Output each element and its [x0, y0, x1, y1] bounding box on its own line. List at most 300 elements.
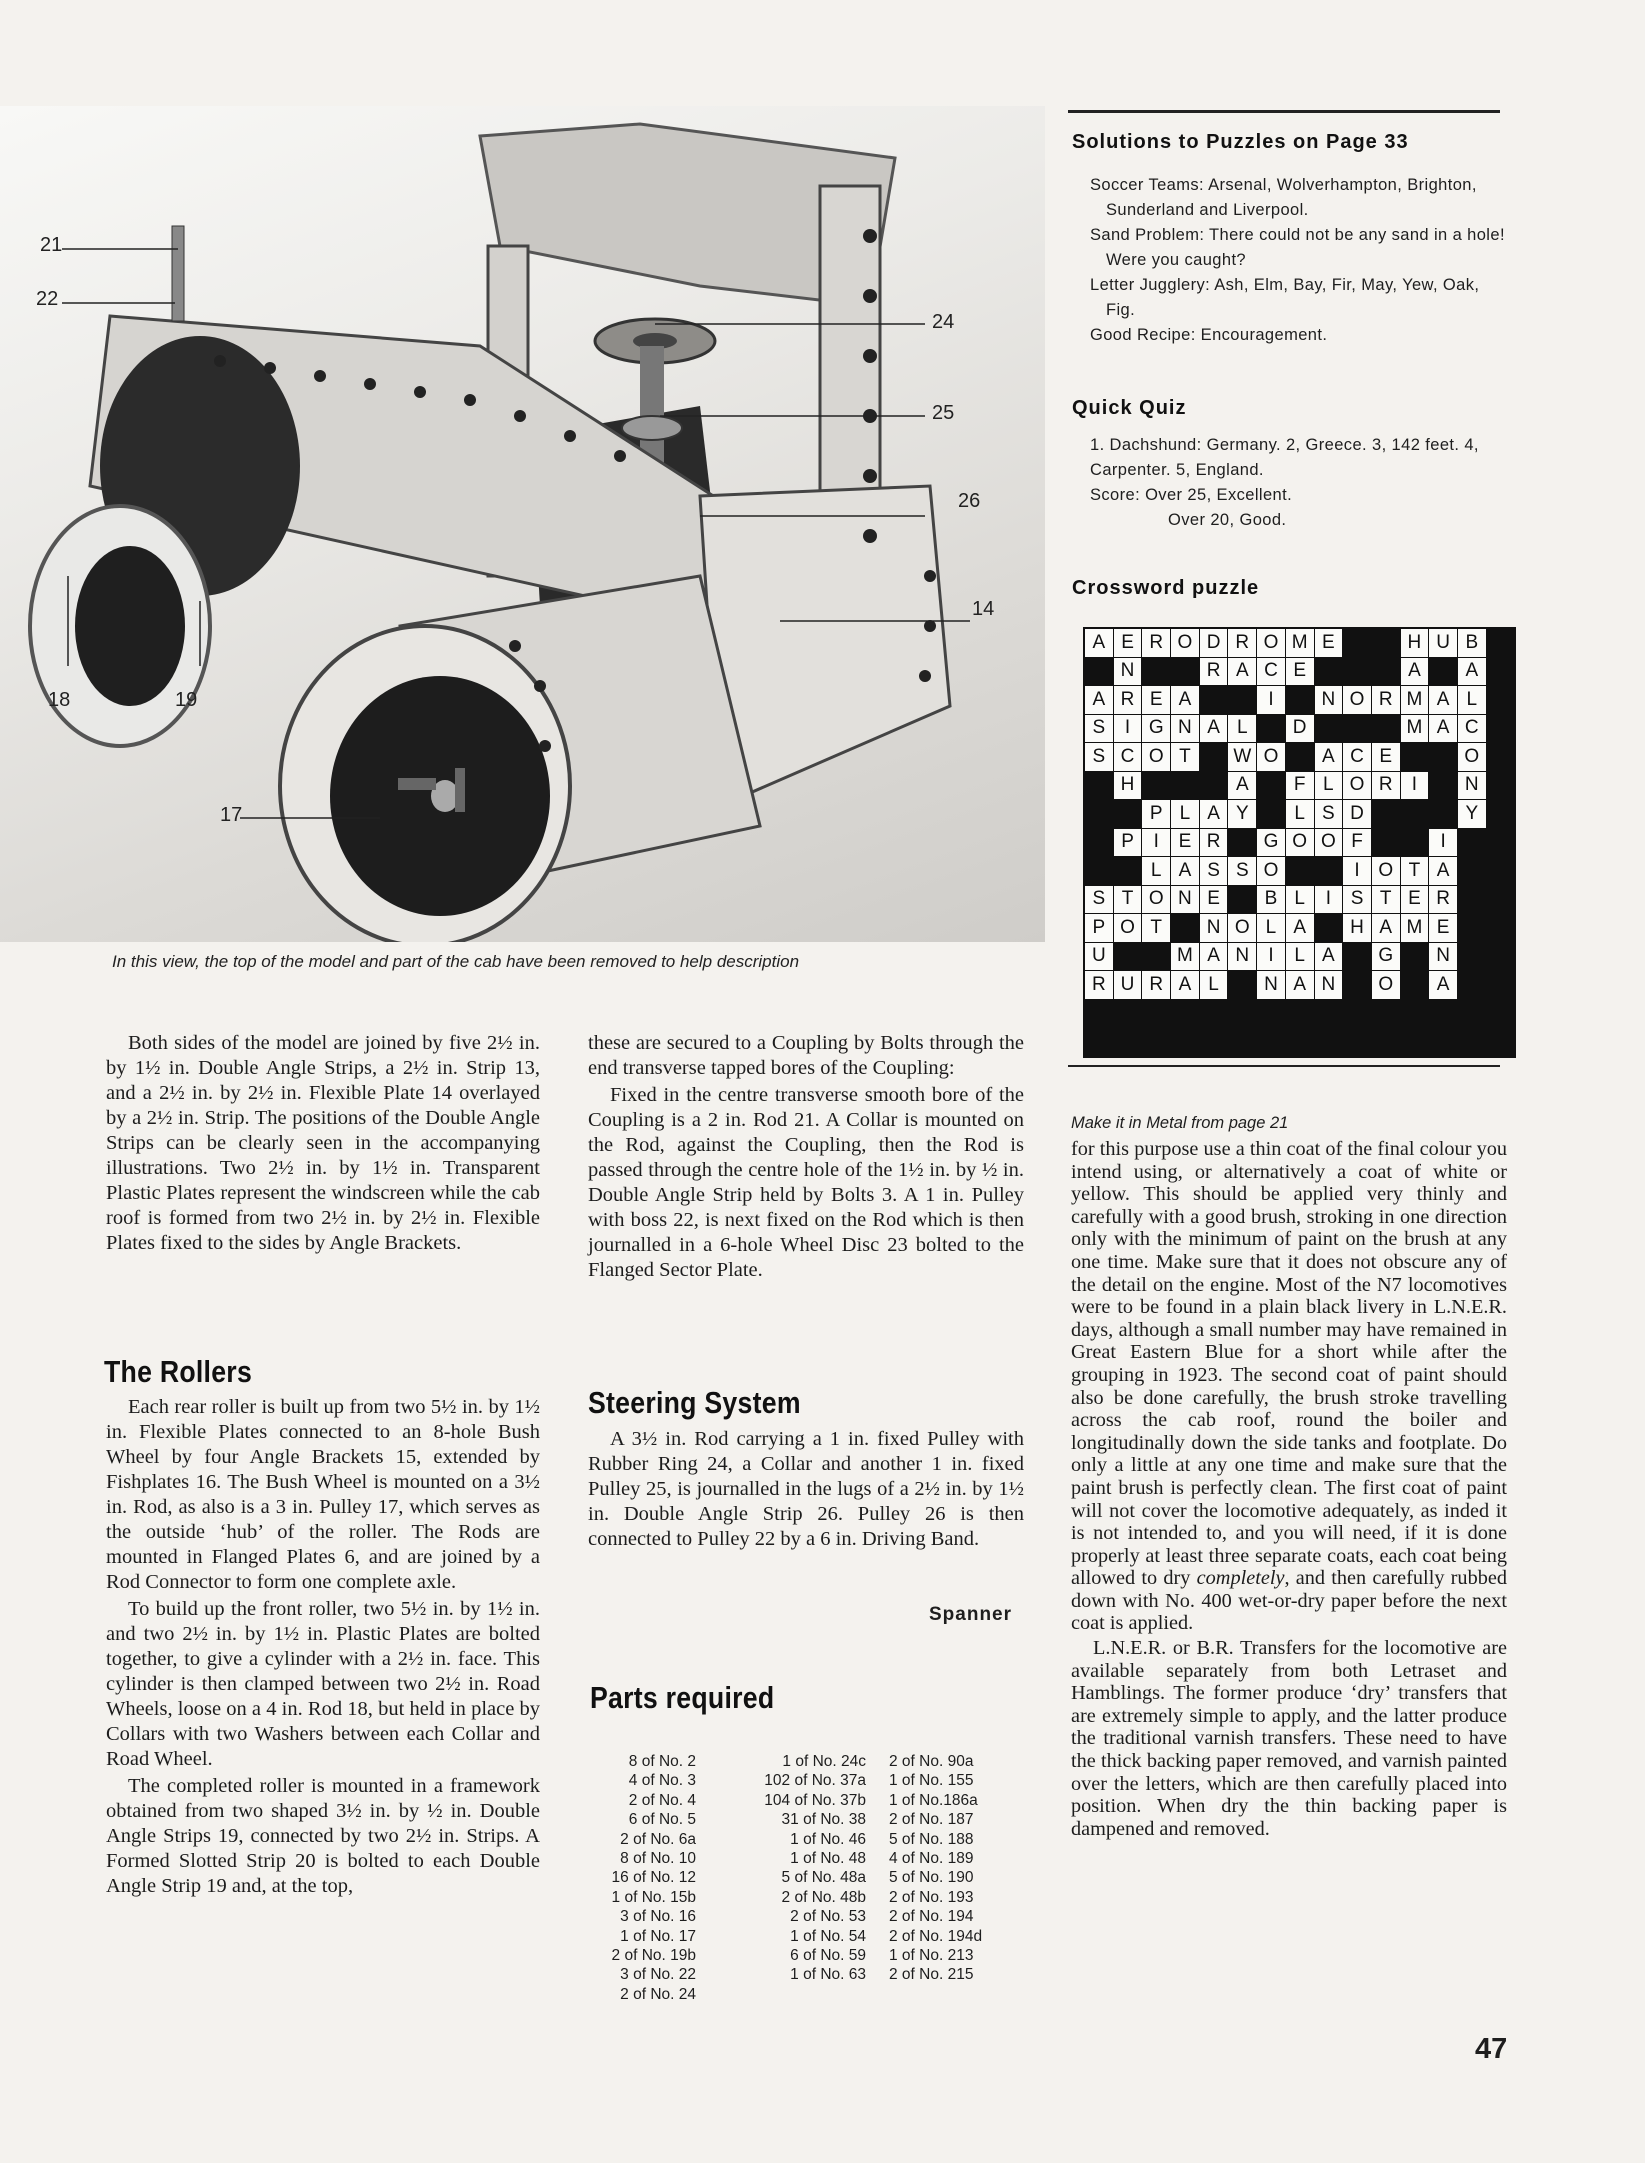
- quiz-answers: 1. Dachshund: Germany. 2, Greece. 3, 142 feet. 4, Carpenter. 5, England.: [1090, 436, 1479, 479]
- callout-26: 26: [958, 490, 981, 512]
- crossword-cell: R: [1142, 971, 1170, 999]
- parts-item: 104 of No. 37b: [764, 1791, 866, 1809]
- crossword-black-cell: [1228, 829, 1256, 857]
- crossword-cell: A: [1315, 943, 1343, 971]
- crossword-cell: O: [1257, 629, 1285, 657]
- parts-item: 3 of No. 22: [620, 1966, 696, 1984]
- crossword-cell: O: [1114, 914, 1142, 942]
- crossword-black-cell: [1085, 772, 1113, 800]
- quiz-heading: Quick Quiz: [1072, 397, 1187, 419]
- parts-item: 2 of No. 187: [889, 1811, 974, 1829]
- crossword-black-cell: [1315, 715, 1343, 743]
- crossword-cell: S: [1085, 743, 1113, 771]
- crossword-cell: O: [1343, 772, 1371, 800]
- crossword-cell: E: [1372, 743, 1400, 771]
- crossword-black-cell: [1458, 971, 1486, 999]
- crossword-cell: M: [1401, 914, 1429, 942]
- crossword-cell: M: [1401, 715, 1429, 743]
- quiz-text: [1090, 433, 1510, 533]
- crossword-black-cell: [1286, 686, 1314, 714]
- crossword-black-cell: [1487, 743, 1515, 771]
- crossword-cell: S: [1200, 857, 1228, 885]
- crossword-black-cell: [1458, 829, 1486, 857]
- crossword-black-cell: [1257, 1000, 1285, 1028]
- crossword-black-cell: [1200, 686, 1228, 714]
- crossword-black-cell: [1228, 1000, 1256, 1028]
- crossword-black-cell: [1142, 1028, 1170, 1056]
- crossword-cell: G: [1142, 715, 1170, 743]
- crossword-black-cell: [1114, 800, 1142, 828]
- crossword-black-cell: [1228, 1028, 1256, 1056]
- crossword-cell: O: [1142, 743, 1170, 771]
- crossword-rule: [1068, 1065, 1500, 1067]
- crossword-black-cell: [1286, 857, 1314, 885]
- crossword-cell: B: [1458, 629, 1486, 657]
- crossword-black-cell: [1458, 943, 1486, 971]
- crossword-cell: F: [1286, 772, 1314, 800]
- crossword-black-cell: [1114, 1000, 1142, 1028]
- crossword-black-cell: [1372, 715, 1400, 743]
- makeit-label: Make it in Metal from page 21: [1071, 1114, 1289, 1132]
- col1-paragraph-3: To build up the front roller, two 5½ in. by 1½ in. and two 2½ in. by 1½ in. Plastic Plates are bolted together, to give a cylinder with a 2½ in. face. This cylinder is then clamped between two 2½ in. Road Wheels, loose on a 4 in. Rod 18, but held in place by Collars with two Washers between each Collar and Road Wheel.: [106, 1598, 540, 1770]
- crossword-black-cell: [1315, 857, 1343, 885]
- crossword-cell: S: [1343, 886, 1371, 914]
- crossword-black-cell: [1487, 829, 1515, 857]
- crossword-cell: D: [1343, 800, 1371, 828]
- crossword-black-cell: [1458, 1028, 1486, 1056]
- crossword-cell: M: [1171, 943, 1199, 971]
- solution-letters: Letter Jugglery: Ash, Elm, Bay, Fir, May, Yew, Oak, Fig.: [1090, 276, 1480, 319]
- crossword-black-cell: [1487, 715, 1515, 743]
- crossword-black-cell: [1487, 686, 1515, 714]
- text-column-2: [588, 1031, 1024, 1285]
- crossword-black-cell: [1401, 800, 1429, 828]
- crossword-cell: A: [1228, 658, 1256, 686]
- makeit-column: [1071, 1138, 1507, 1842]
- parts-item: 3 of No. 16: [620, 1908, 696, 1926]
- crossword-cell: N: [1171, 886, 1199, 914]
- crossword-black-cell: [1343, 1028, 1371, 1056]
- crossword-cell: E: [1200, 886, 1228, 914]
- crossword-black-cell: [1286, 1000, 1314, 1028]
- crossword-cell: O: [1257, 857, 1285, 885]
- crossword-cell: A: [1458, 658, 1486, 686]
- callout-21: 21: [40, 234, 63, 256]
- crossword-cell: L: [1286, 800, 1314, 828]
- crossword-black-cell: [1085, 829, 1113, 857]
- crossword-black-cell: [1257, 715, 1285, 743]
- crossword-black-cell: [1171, 772, 1199, 800]
- crossword-cell: O: [1343, 686, 1371, 714]
- crossword-black-cell: [1228, 686, 1256, 714]
- crossword-black-cell: [1315, 914, 1343, 942]
- crossword-cell: N: [1171, 715, 1199, 743]
- road-roller-model-illustration: [0, 106, 1045, 942]
- parts-column-c: [889, 1752, 982, 1985]
- crossword-cell: R: [1228, 629, 1256, 657]
- crossword-black-cell: [1487, 658, 1515, 686]
- crossword-cell: L: [1286, 886, 1314, 914]
- parts-item: 2 of No. 4: [628, 1791, 696, 1809]
- crossword-black-cell: [1487, 857, 1515, 885]
- crossword-black-cell: [1487, 886, 1515, 914]
- crossword-black-cell: [1200, 743, 1228, 771]
- crossword-cell: L: [1171, 800, 1199, 828]
- crossword-black-cell: [1458, 1000, 1486, 1028]
- parts-item: 2 of No. 6a: [620, 1830, 696, 1848]
- crossword-black-cell: [1401, 943, 1429, 971]
- parts-item: 2 of No. 48b: [781, 1888, 866, 1906]
- steering-heading: Steering System: [588, 1385, 801, 1420]
- crossword-cell: P: [1085, 914, 1113, 942]
- solutions-heading: Solutions to Puzzles on Page 33: [1072, 131, 1409, 153]
- crossword-cell: N: [1458, 772, 1486, 800]
- crossword-black-cell: [1487, 1000, 1515, 1028]
- crossword-cell: A: [1286, 914, 1314, 942]
- col2-paragraph-2: Fixed in the centre transverse smooth bore of the Coupling is a 2 in. Rod 21. A Collar is mounted on the Rod, against the Coupling, then the Rod is passed through the centre hole of the 1½ in. by ½ in. Double Angle Strip held by Bolts 3. A 1 in. Pulley with boss 22, is next fixed on the Rod which is then journalled in a 6-hole Wheel Disc 23 bolted to the Flanged Sector Plate.: [588, 1084, 1024, 1281]
- crossword-black-cell: [1429, 772, 1457, 800]
- parts-item: 2 of No. 193: [889, 1888, 974, 1906]
- crossword-cell: A: [1085, 686, 1113, 714]
- crossword-cell: G: [1257, 829, 1285, 857]
- crossword-cell: O: [1142, 886, 1170, 914]
- crossword-cell: T: [1142, 914, 1170, 942]
- crossword-black-cell: [1142, 658, 1170, 686]
- parts-item: 1 of No. 213: [889, 1947, 974, 1965]
- crossword-black-cell: [1401, 1000, 1429, 1028]
- crossword-cell: Y: [1228, 800, 1256, 828]
- crossword-cell: A: [1372, 914, 1400, 942]
- parts-item: 1 of No. 17: [620, 1927, 696, 1945]
- parts-item: 5 of No. 48a: [781, 1869, 866, 1887]
- crossword-cell: I: [1114, 715, 1142, 743]
- crossword-black-cell: [1372, 1028, 1400, 1056]
- crossword-black-cell: [1257, 800, 1285, 828]
- crossword-cell: A: [1200, 943, 1228, 971]
- crossword-cell: U: [1085, 943, 1113, 971]
- parts-item: 4 of No. 3: [628, 1772, 696, 1790]
- crossword-cell: N: [1200, 914, 1228, 942]
- crossword-cell: R: [1085, 971, 1113, 999]
- crossword-cell: A: [1200, 715, 1228, 743]
- solutions-text: [1090, 173, 1510, 348]
- crossword-cell: E: [1171, 829, 1199, 857]
- crossword-black-cell: [1200, 1028, 1228, 1056]
- crossword-black-cell: [1487, 629, 1515, 657]
- parts-item: 5 of No. 188: [889, 1830, 974, 1848]
- solution-recipe: Good Recipe: Encouragement.: [1090, 326, 1328, 344]
- crossword-cell: E: [1142, 686, 1170, 714]
- crossword-cell: O: [1171, 629, 1199, 657]
- crossword-cell: T: [1114, 886, 1142, 914]
- crossword-cell: L: [1458, 686, 1486, 714]
- parts-item: 1 of No. 24c: [782, 1753, 866, 1770]
- crossword-cell: H: [1401, 629, 1429, 657]
- crossword-black-cell: [1372, 629, 1400, 657]
- crossword-black-cell: [1171, 1028, 1199, 1056]
- crossword-black-cell: [1429, 1028, 1457, 1056]
- model-photo: [0, 106, 1045, 942]
- callout-25: 25: [932, 402, 955, 424]
- parts-heading: Parts required: [590, 1680, 775, 1715]
- crossword-black-cell: [1257, 772, 1285, 800]
- col1-paragraph-1: Both sides of the model are joined by five 2½ in. by 1½ in. Double Angle Strips, a 2½ in. Strip 13, and a 2½ in. by 2½ in. Flexible Plate 14 overlayed by a 2½ in. Strip. The positions of the Double Angle Strips can be clearly seen in the accompanying illustrations. Two 2½ in. by 1½ in. Transparent Plastic Plates represent the windscreen while the cab roof is formed from two 2½ in. by 2½ in. Flexible Plates fixed to the sides by Angle Brackets.: [106, 1032, 540, 1254]
- parts-item: 16 of No. 12: [611, 1869, 696, 1887]
- crossword-cell: W: [1228, 743, 1256, 771]
- crossword-black-cell: [1487, 800, 1515, 828]
- crossword-cell: I: [1343, 857, 1371, 885]
- top-rule: [1068, 110, 1500, 113]
- crossword-cell: N: [1315, 686, 1343, 714]
- crossword-cell: P: [1114, 829, 1142, 857]
- crossword-black-cell: [1171, 658, 1199, 686]
- crossword-cell: E: [1286, 658, 1314, 686]
- col2-paragraph-1: these are secured to a Coupling by Bolts through the end transverse tapped bores of the Coupling:: [588, 1032, 1024, 1079]
- parts-item: 6 of No. 59: [790, 1947, 866, 1965]
- crossword-black-cell: [1487, 943, 1515, 971]
- crossword-cell: I: [1142, 829, 1170, 857]
- crossword-black-cell: [1401, 971, 1429, 999]
- col1-paragraph-2: Each rear roller is built up from two 5½ in. by 1½ in. Flexible Plates connected to an 8-hole Bush Wheel by four Angle Brackets 15, extended by Fishplates 16. The Bush Wheel is mounted on a 3½ in. Rod, as also is a 3 in. Pulley 17, which serves as the outside ‘hub’ of the roller. The Rods are mounted in Flanged Plates 6, and are joined by a Rod Connector to form one complete axle.: [106, 1396, 540, 1593]
- crossword-cell: U: [1429, 629, 1457, 657]
- crossword-black-cell: [1343, 715, 1371, 743]
- crossword-cell: A: [1171, 971, 1199, 999]
- crossword-black-cell: [1401, 1028, 1429, 1056]
- crossword-cell: O: [1372, 971, 1400, 999]
- parts-item: 1 of No. 46: [790, 1830, 866, 1848]
- crossword-black-cell: [1114, 857, 1142, 885]
- crossword-cell: M: [1401, 686, 1429, 714]
- crossword-black-cell: [1315, 1000, 1343, 1028]
- crossword-cell: E: [1401, 886, 1429, 914]
- parts-item: 1 of No. 155: [889, 1772, 974, 1790]
- makeit-paragraph-2: L.N.E.R. or B.R. Transfers for the locomotive are available separately from both Letraset and Hamblings. The former produce ‘dry’ transfers that are extremely simple to apply, and the latter produce the traditional varnish transfers. These need to have the thick backing paper removed, and varnish painted over the letters, which are then carefully placed into position. When dry the thin backing paper is dampened and removed.: [1071, 1637, 1507, 1840]
- crossword-cell: L: [1315, 772, 1343, 800]
- crossword-cell: L: [1286, 943, 1314, 971]
- parts-item: 1 of No. 15b: [611, 1888, 696, 1906]
- crossword-black-cell: [1458, 914, 1486, 942]
- crossword-heading: Crossword puzzle: [1072, 577, 1260, 599]
- solution-soccer: Soccer Teams: Arsenal, Wolverhampton, Brighton, Sunderland and Liverpool.: [1090, 176, 1477, 219]
- crossword-cell: C: [1343, 743, 1371, 771]
- crossword-black-cell: [1085, 800, 1113, 828]
- crossword-black-cell: [1487, 1028, 1515, 1056]
- crossword-cell: H: [1343, 914, 1371, 942]
- crossword-cell: M: [1286, 629, 1314, 657]
- crossword-black-cell: [1429, 800, 1457, 828]
- parts-item: 2 of No. 90a: [889, 1753, 974, 1770]
- makeit-paragraph-1: for this purpose use a thin coat of the final colour you intend using, or alternatively a coat of white or yellow. This should be applied very thinly and carefully with a good brush, stroking in one direction only with the minimum of paint on the brush at any one time. Make sure that it does not obscure any of the detail on the engine. Most of the N7 locomotives were to be found in a plain black livery in L.N.E.R. days, although a small number may have remained in Great Eastern Blue for a short while after the grouping in 1923. The second coat of paint should also be done carefully, the brush stroke travelling across the cab roof, round the boiler and longitudinally down the side tanks and footplate. Do only a little at any one time and make sure that the paint brush is perfectly clean. The first coat of paint will not cover the locomotive adequately, as inded it is not intended to, and you will need, if it is done properly at least three separate coats, each coat being allowed to dry completely, and then carefully rubbed down with No. 400 wet-or-dry paper before the next coat is applied.: [1071, 1138, 1507, 1635]
- crossword-cell: A: [1171, 857, 1199, 885]
- solution-sand: Sand Problem: There could not be any sand in a hole! Were you caught?: [1090, 226, 1505, 269]
- crossword-black-cell: [1401, 743, 1429, 771]
- crossword-cell: L: [1142, 857, 1170, 885]
- parts-item: 2 of No. 194: [889, 1908, 974, 1926]
- callout-18: 18: [48, 689, 71, 711]
- crossword-cell: R: [1429, 886, 1457, 914]
- crossword-black-cell: [1429, 1000, 1457, 1028]
- crossword-cell: R: [1372, 772, 1400, 800]
- crossword-cell: U: [1114, 971, 1142, 999]
- crossword-cell: I: [1429, 829, 1457, 857]
- crossword-cell: L: [1200, 971, 1228, 999]
- parts-item: 2 of No. 194d: [889, 1927, 983, 1945]
- crossword-cell: T: [1401, 857, 1429, 885]
- crossword-cell: F: [1343, 829, 1371, 857]
- text-column-1b: [106, 1395, 540, 1901]
- crossword-cell: O: [1228, 914, 1256, 942]
- crossword-black-cell: [1343, 943, 1371, 971]
- crossword-cell: E: [1315, 629, 1343, 657]
- crossword-black-cell: [1372, 800, 1400, 828]
- quiz-score-1: Score: Over 25, Excellent.: [1090, 486, 1293, 504]
- parts-item: 8 of No. 2: [628, 1753, 696, 1770]
- crossword-cell: R: [1142, 629, 1170, 657]
- crossword-grid: [1083, 627, 1516, 1058]
- crossword-cell: N: [1228, 943, 1256, 971]
- parts-item: 1 of No. 63: [790, 1966, 866, 1984]
- crossword-black-cell: [1085, 1028, 1113, 1056]
- callout-14: 14: [972, 598, 995, 620]
- crossword-black-cell: [1372, 1000, 1400, 1028]
- crossword-black-cell: [1315, 1028, 1343, 1056]
- crossword-black-cell: [1228, 971, 1256, 999]
- crossword-cell: C: [1458, 715, 1486, 743]
- callout-17: 17: [220, 804, 243, 826]
- crossword-black-cell: [1315, 658, 1343, 686]
- crossword-cell: L: [1257, 914, 1285, 942]
- crossword-cell: A: [1200, 800, 1228, 828]
- crossword-black-cell: [1228, 886, 1256, 914]
- crossword-black-cell: [1085, 1000, 1113, 1028]
- parts-item: 2 of No. 19b: [611, 1947, 696, 1965]
- crossword-cell: S: [1228, 857, 1256, 885]
- crossword-cell: O: [1257, 743, 1285, 771]
- parts-item: 8 of No. 10: [620, 1850, 696, 1868]
- crossword-black-cell: [1142, 943, 1170, 971]
- crossword-cell: N: [1429, 943, 1457, 971]
- page-number: 47: [1475, 2033, 1508, 2065]
- crossword-cell: S: [1085, 886, 1113, 914]
- crossword-cell: T: [1372, 886, 1400, 914]
- crossword-black-cell: [1458, 857, 1486, 885]
- crossword-cell: A: [1429, 971, 1457, 999]
- crossword-cell: S: [1085, 715, 1113, 743]
- crossword-black-cell: [1114, 1028, 1142, 1056]
- parts-item: 2 of No. 215: [889, 1966, 974, 1984]
- crossword-cell: B: [1257, 886, 1285, 914]
- crossword-cell: I: [1401, 772, 1429, 800]
- crossword-cell: N: [1114, 658, 1142, 686]
- crossword-cell: C: [1114, 743, 1142, 771]
- crossword-cell: A: [1171, 686, 1199, 714]
- crossword-black-cell: [1286, 743, 1314, 771]
- callout-24: 24: [932, 311, 955, 333]
- crossword-cell: D: [1286, 715, 1314, 743]
- crossword-cell: H: [1114, 772, 1142, 800]
- crossword-black-cell: [1200, 1000, 1228, 1028]
- crossword-black-cell: [1401, 829, 1429, 857]
- crossword-cell: R: [1372, 686, 1400, 714]
- crossword-black-cell: [1372, 829, 1400, 857]
- crossword-black-cell: [1085, 658, 1113, 686]
- parts-item: 31 of No. 38: [781, 1811, 866, 1829]
- crossword-black-cell: [1372, 658, 1400, 686]
- crossword-black-cell: [1487, 914, 1515, 942]
- crossword-cell: A: [1429, 857, 1457, 885]
- crossword-black-cell: [1487, 971, 1515, 999]
- crossword-cell: A: [1401, 658, 1429, 686]
- parts-item: 1 of No.186a: [889, 1791, 978, 1809]
- crossword-cell: N: [1315, 971, 1343, 999]
- parts-item: 1 of No. 54: [790, 1927, 866, 1945]
- crossword-cell: E: [1114, 629, 1142, 657]
- col1-paragraph-4: The completed roller is mounted in a framework obtained from two shaped 3½ in. by ½ in. Double Angle Strips 19, connected by two 2½ in. Strips. A Formed Slotted Strip 20 is bolted to each Double Angle Strip 19 and, at the top,: [106, 1775, 540, 1897]
- crossword-cell: A: [1429, 715, 1457, 743]
- crossword-black-cell: [1343, 1000, 1371, 1028]
- parts-item: 1 of No. 48: [790, 1850, 866, 1868]
- crossword-cell: O: [1286, 829, 1314, 857]
- callout-22: 22: [36, 288, 59, 310]
- callout-19: 19: [175, 689, 198, 711]
- rollers-heading: The Rollers: [104, 1354, 253, 1389]
- parts-column-a: [602, 1752, 696, 2004]
- crossword-cell: P: [1142, 800, 1170, 828]
- parts-item: 2 of No. 53: [790, 1908, 866, 1926]
- crossword-cell: G: [1372, 943, 1400, 971]
- crossword-cell: O: [1372, 857, 1400, 885]
- crossword-cell: A: [1228, 772, 1256, 800]
- crossword-black-cell: [1487, 772, 1515, 800]
- crossword-cell: S: [1315, 800, 1343, 828]
- crossword-black-cell: [1171, 914, 1199, 942]
- crossword-cell: I: [1257, 686, 1285, 714]
- text-column-2b: [588, 1427, 1024, 1554]
- crossword-black-cell: [1171, 1000, 1199, 1028]
- crossword-black-cell: [1343, 629, 1371, 657]
- crossword-cell: R: [1114, 686, 1142, 714]
- crossword-cell: A: [1085, 629, 1113, 657]
- crossword-cell: A: [1429, 686, 1457, 714]
- crossword-cell: R: [1200, 829, 1228, 857]
- crossword-black-cell: [1114, 943, 1142, 971]
- crossword-black-cell: [1343, 971, 1371, 999]
- crossword-black-cell: [1085, 857, 1113, 885]
- crossword-cell: Y: [1458, 800, 1486, 828]
- parts-item: 6 of No. 5: [628, 1811, 696, 1829]
- parts-item: 2 of No. 24: [620, 1985, 696, 2003]
- crossword-cell: I: [1257, 943, 1285, 971]
- author-signature: Spanner: [929, 1604, 1013, 1625]
- crossword-black-cell: [1142, 772, 1170, 800]
- photo-caption: In this view, the top of the model and part of the cab have been removed to help description: [112, 952, 800, 971]
- crossword-cell: I: [1315, 886, 1343, 914]
- crossword-cell: R: [1200, 658, 1228, 686]
- crossword-black-cell: [1343, 658, 1371, 686]
- crossword-cell: E: [1429, 914, 1457, 942]
- crossword-cell: L: [1228, 715, 1256, 743]
- crossword-cell: A: [1315, 743, 1343, 771]
- text-column-1: [106, 1031, 540, 1258]
- parts-column-b: [732, 1752, 866, 1985]
- crossword-black-cell: [1257, 1028, 1285, 1056]
- crossword-cell: A: [1286, 971, 1314, 999]
- crossword-black-cell: [1429, 658, 1457, 686]
- crossword-cell: T: [1171, 743, 1199, 771]
- col2-paragraph-3: A 3½ in. Rod carrying a 1 in. fixed Pulley with Rubber Ring 24, a Collar and another 1 in. fixed Pulley 25, is journalled in the lugs of a 2½ in. by 1½ in. Double Angle Strip 26. Pulley 26 is then connected to Pulley 22 by a 6 in. Driving Band.: [588, 1428, 1024, 1550]
- crossword-black-cell: [1286, 1028, 1314, 1056]
- crossword-black-cell: [1200, 772, 1228, 800]
